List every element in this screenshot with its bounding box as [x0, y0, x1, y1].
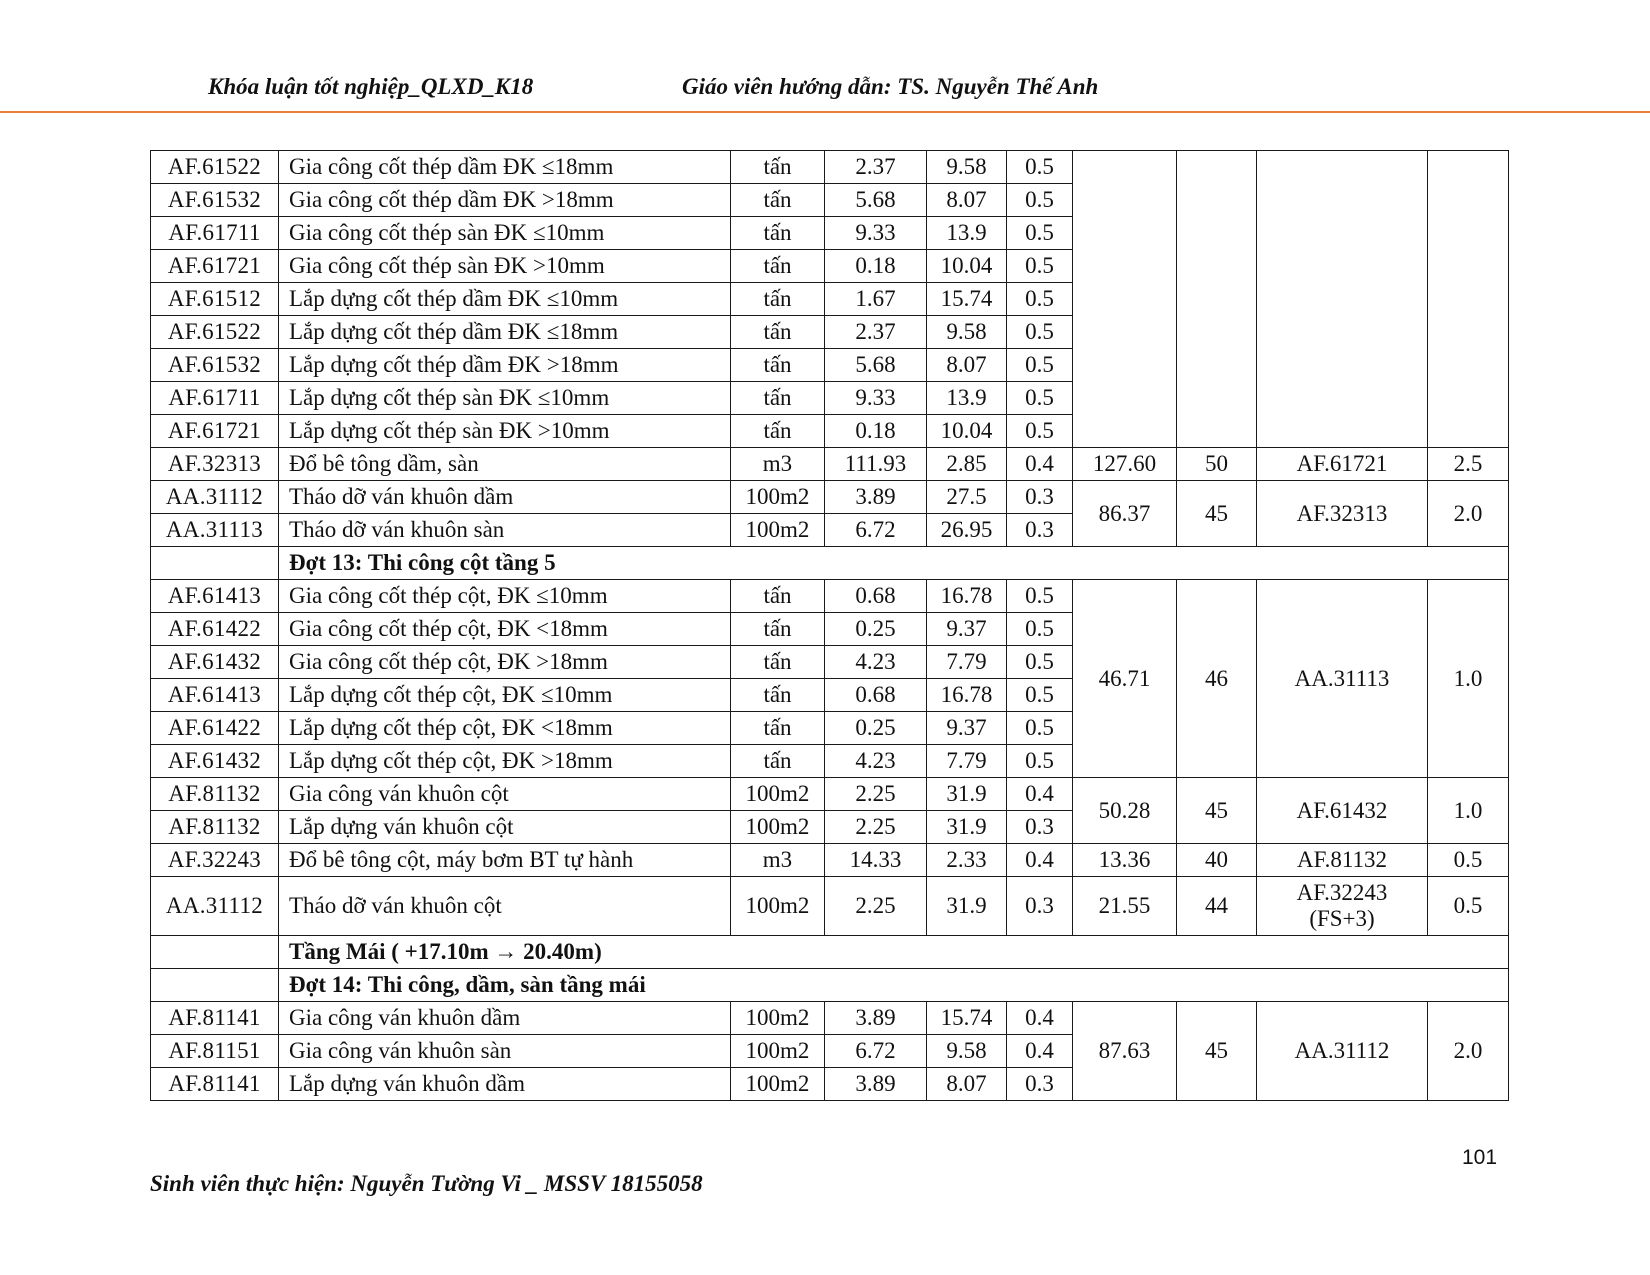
header-divider [0, 111, 1650, 113]
quantity-cell: 0.18 [825, 250, 927, 283]
task-name: Lắp dựng cốt thép dầm ĐK >18mm [279, 349, 731, 382]
norm-code: AF.32243 [151, 844, 279, 877]
quantity-cell: 3.89 [825, 481, 927, 514]
factor-cell: 0.3 [1007, 877, 1073, 936]
norm-code: AF.61532 [151, 184, 279, 217]
factor-cell: 0.4 [1007, 448, 1073, 481]
unit-cell: tấn [731, 283, 825, 316]
norm-cell: 9.58 [927, 316, 1007, 349]
section-row [151, 969, 1509, 1002]
task-name: Tháo dỡ ván khuôn dầm [279, 481, 731, 514]
norm-code: AA.31112 [151, 481, 279, 514]
workdays-cell: 127.60 [1073, 448, 1177, 481]
header-right-advisor: Giáo viên hướng dẫn: TS. Nguyễn Thế Anh [682, 74, 1099, 99]
norm-code: AF.61432 [151, 745, 279, 778]
quantity-cell: 6.72 [825, 514, 927, 547]
task-name: Lắp dựng ván khuôn cột [279, 811, 731, 844]
task-name: Lắp dựng cốt thép cột, ĐK ≤10mm [279, 679, 731, 712]
unit-cell: tấn [731, 646, 825, 679]
predecessor-cell: AF.61432 [1257, 778, 1428, 844]
norm-cell: 31.9 [927, 877, 1007, 936]
unit-cell: 100m2 [731, 514, 825, 547]
factor-cell: 0.5 [1007, 184, 1073, 217]
predecessor-lag: (FS+3) [1309, 906, 1375, 931]
quantity-cell: 111.93 [825, 448, 927, 481]
workers-cell: 46 [1177, 580, 1257, 778]
factor-cell: 0.5 [1007, 382, 1073, 415]
norm-code: AF.61721 [151, 415, 279, 448]
duration-cell: 2.0 [1428, 1002, 1509, 1101]
workdays-cell: 50.28 [1073, 778, 1177, 844]
predecessor-cell: AF.81132 [1257, 844, 1428, 877]
section-code-cell [151, 969, 279, 1002]
factor-cell: 0.5 [1007, 151, 1073, 184]
unit-cell: tấn [731, 679, 825, 712]
norm-cell: 8.07 [927, 1068, 1007, 1101]
workdays-cell: 86.37 [1073, 481, 1177, 547]
workdays-cell: 87.63 [1073, 1002, 1177, 1101]
unit-cell: tấn [731, 316, 825, 349]
predecessor-cell: AF.61721 [1257, 448, 1428, 481]
quantity-cell: 0.68 [825, 580, 927, 613]
table-row [151, 580, 1509, 613]
duration-cell: 2.0 [1428, 481, 1509, 547]
norm-cell: 7.79 [927, 646, 1007, 679]
quantity-cell: 14.33 [825, 844, 927, 877]
factor-cell: 0.3 [1007, 514, 1073, 547]
unit-cell: tấn [731, 382, 825, 415]
unit-cell: 100m2 [731, 778, 825, 811]
norm-cell: 9.37 [927, 613, 1007, 646]
unit-cell: 100m2 [731, 1002, 825, 1035]
task-name: Lắp dựng cốt thép cột, ĐK >18mm [279, 745, 731, 778]
norm-code: AF.81132 [151, 811, 279, 844]
norm-code: AF.32313 [151, 448, 279, 481]
norm-cell: 15.74 [927, 1002, 1007, 1035]
factor-cell: 0.5 [1007, 217, 1073, 250]
task-name: Lắp dựng cốt thép dầm ĐK ≤10mm [279, 283, 731, 316]
norm-cell: 13.9 [927, 217, 1007, 250]
section-code-cell [151, 547, 279, 580]
unit-cell: 100m2 [731, 1035, 825, 1068]
factor-cell: 0.5 [1007, 745, 1073, 778]
norm-cell: 16.78 [927, 580, 1007, 613]
factor-cell: 0.5 [1007, 250, 1073, 283]
quantity-cell: 2.37 [825, 151, 927, 184]
unit-cell: tấn [731, 415, 825, 448]
duration-cell: 2.5 [1428, 448, 1509, 481]
norm-code: AA.31113 [151, 514, 279, 547]
quantity-cell: 2.25 [825, 877, 927, 936]
task-name: Đổ bê tông dầm, sàn [279, 448, 731, 481]
page-number: 101 [1462, 1146, 1498, 1169]
factor-cell: 0.5 [1007, 283, 1073, 316]
header-left-title: Khóa luận tốt nghiệp_QLXD_K18 [208, 74, 534, 99]
norm-cell: 10.04 [927, 250, 1007, 283]
norm-code: AF.81141 [151, 1002, 279, 1035]
factor-cell: 0.5 [1007, 712, 1073, 745]
quantity-cell: 4.23 [825, 745, 927, 778]
predecessor-cell [1257, 877, 1428, 936]
norm-code: AF.61711 [151, 217, 279, 250]
norm-cell: 2.33 [927, 844, 1007, 877]
factor-cell: 0.3 [1007, 481, 1073, 514]
quantity-cell: 9.33 [825, 382, 927, 415]
task-name: Gia công cốt thép cột, ĐK >18mm [279, 646, 731, 679]
quantity-cell: 0.25 [825, 613, 927, 646]
norm-code: AF.61721 [151, 250, 279, 283]
factor-cell: 0.3 [1007, 811, 1073, 844]
factor-cell: 0.5 [1007, 613, 1073, 646]
task-name: Tháo dỡ ván khuôn sàn [279, 514, 731, 547]
task-name: Gia công cốt thép sàn ĐK >10mm [279, 250, 731, 283]
predecessor-cell [1257, 151, 1428, 448]
quantity-cell: 0.68 [825, 679, 927, 712]
norm-cell: 16.78 [927, 679, 1007, 712]
norm-code: AF.61532 [151, 349, 279, 382]
quantity-cell: 2.37 [825, 316, 927, 349]
factor-cell: 0.4 [1007, 1002, 1073, 1035]
duration-cell: 1.0 [1428, 580, 1509, 778]
duration-cell: 0.5 [1428, 844, 1509, 877]
task-name: Lắp dựng cốt thép dầm ĐK ≤18mm [279, 316, 731, 349]
section-code-cell [151, 936, 279, 969]
task-name: Lắp dựng cốt thép cột, ĐK <18mm [279, 712, 731, 745]
task-name: Tháo dỡ ván khuôn cột [279, 877, 731, 936]
unit-cell: 100m2 [731, 877, 825, 936]
quantity-cell: 2.25 [825, 811, 927, 844]
section-title: Tầng Mái ( +17.10m → 20.40m) [279, 936, 1509, 969]
task-name: Đổ bê tông cột, máy bơm BT tự hành [279, 844, 731, 877]
task-name: Gia công cốt thép dầm ĐK ≤18mm [279, 151, 731, 184]
workers-cell: 44 [1177, 877, 1257, 936]
unit-cell: tấn [731, 184, 825, 217]
norm-cell: 8.07 [927, 349, 1007, 382]
table-row [151, 448, 1509, 481]
norm-cell: 10.04 [927, 415, 1007, 448]
predecessor-cell: AA.31113 [1257, 580, 1428, 778]
task-name: Gia công ván khuôn dầm [279, 1002, 731, 1035]
section-title: Đợt 13: Thi công cột tầng 5 [279, 547, 1509, 580]
quantity-cell: 3.89 [825, 1002, 927, 1035]
norm-cell: 15.74 [927, 283, 1007, 316]
quantity-cell: 1.67 [825, 283, 927, 316]
norm-code: AF.61422 [151, 613, 279, 646]
workdays-cell [1073, 151, 1177, 448]
norm-cell: 8.07 [927, 184, 1007, 217]
norm-cell: 26.95 [927, 514, 1007, 547]
norm-cell: 31.9 [927, 778, 1007, 811]
factor-cell: 0.3 [1007, 1068, 1073, 1101]
unit-cell: 100m2 [731, 1068, 825, 1101]
unit-cell: 100m2 [731, 481, 825, 514]
workers-cell [1177, 151, 1257, 448]
quantity-cell: 5.68 [825, 349, 927, 382]
unit-cell: m3 [731, 448, 825, 481]
unit-cell: tấn [731, 250, 825, 283]
predecessor-code: AF.32243 [1296, 880, 1388, 905]
norm-cell: 2.85 [927, 448, 1007, 481]
norm-code: AA.31112 [151, 877, 279, 936]
table-row [151, 844, 1509, 877]
duration-cell [1428, 151, 1509, 448]
task-name: Gia công cốt thép cột, ĐK <18mm [279, 613, 731, 646]
schedule-table [150, 150, 1509, 1101]
workdays-cell: 46.71 [1073, 580, 1177, 778]
workers-cell: 50 [1177, 448, 1257, 481]
unit-cell: tấn [731, 745, 825, 778]
table-row [151, 877, 1509, 936]
table-row [151, 481, 1509, 514]
workdays-cell: 13.36 [1073, 844, 1177, 877]
factor-cell: 0.5 [1007, 415, 1073, 448]
norm-cell: 9.37 [927, 712, 1007, 745]
quantity-cell: 0.18 [825, 415, 927, 448]
table-row [151, 1002, 1509, 1035]
factor-cell: 0.5 [1007, 679, 1073, 712]
factor-cell: 0.4 [1007, 1035, 1073, 1068]
quantity-cell: 3.89 [825, 1068, 927, 1101]
factor-cell: 0.4 [1007, 778, 1073, 811]
norm-code: AF.81151 [151, 1035, 279, 1068]
task-name: Gia công cốt thép dầm ĐK >18mm [279, 184, 731, 217]
workdays-cell: 21.55 [1073, 877, 1177, 936]
section-title: Đợt 14: Thi công, dầm, sàn tầng mái [279, 969, 1509, 1002]
table-row [151, 151, 1509, 184]
footer-student: Sinh viên thực hiện: Nguyễn Tường Vi _ MSSV 18155058 [150, 1171, 703, 1196]
factor-cell: 0.5 [1007, 580, 1073, 613]
norm-code: AF.81132 [151, 778, 279, 811]
quantity-cell: 0.25 [825, 712, 927, 745]
predecessor-cell: AA.31112 [1257, 1002, 1428, 1101]
quantity-cell: 9.33 [825, 217, 927, 250]
predecessor-cell: AF.32313 [1257, 481, 1428, 547]
norm-code: AF.61413 [151, 679, 279, 712]
section-row [151, 936, 1509, 969]
workers-cell: 45 [1177, 778, 1257, 844]
norm-cell: 7.79 [927, 745, 1007, 778]
task-name: Gia công ván khuôn cột [279, 778, 731, 811]
norm-code: AF.61432 [151, 646, 279, 679]
quantity-cell: 6.72 [825, 1035, 927, 1068]
norm-code: AF.61422 [151, 712, 279, 745]
quantity-cell: 2.25 [825, 778, 927, 811]
norm-code: AF.61711 [151, 382, 279, 415]
factor-cell: 0.5 [1007, 349, 1073, 382]
factor-cell: 0.5 [1007, 646, 1073, 679]
norm-cell: 31.9 [927, 811, 1007, 844]
unit-cell: tấn [731, 349, 825, 382]
schedule-table-body [151, 151, 1509, 1101]
table-row [151, 778, 1509, 811]
duration-cell: 0.5 [1428, 877, 1509, 936]
task-name: Gia công cốt thép sàn ĐK ≤10mm [279, 217, 731, 250]
quantity-cell: 5.68 [825, 184, 927, 217]
workers-cell: 45 [1177, 1002, 1257, 1101]
unit-cell: tấn [731, 712, 825, 745]
task-name: Lắp dựng cốt thép sàn ĐK ≤10mm [279, 382, 731, 415]
unit-cell: tấn [731, 580, 825, 613]
unit-cell: tấn [731, 217, 825, 250]
norm-cell: 9.58 [927, 1035, 1007, 1068]
unit-cell: tấn [731, 151, 825, 184]
unit-cell: m3 [731, 844, 825, 877]
norm-cell: 9.58 [927, 151, 1007, 184]
task-name: Gia công cốt thép cột, ĐK ≤10mm [279, 580, 731, 613]
task-name: Lắp dựng ván khuôn dầm [279, 1068, 731, 1101]
norm-code: AF.61522 [151, 151, 279, 184]
duration-cell: 1.0 [1428, 778, 1509, 844]
workers-cell: 40 [1177, 844, 1257, 877]
norm-code: AF.81141 [151, 1068, 279, 1101]
section-row [151, 547, 1509, 580]
task-name: Gia công ván khuôn sàn [279, 1035, 731, 1068]
norm-code: AF.61512 [151, 283, 279, 316]
factor-cell: 0.5 [1007, 316, 1073, 349]
unit-cell: tấn [731, 613, 825, 646]
norm-cell: 27.5 [927, 481, 1007, 514]
norm-code: AF.61413 [151, 580, 279, 613]
task-name: Lắp dựng cốt thép sàn ĐK >10mm [279, 415, 731, 448]
factor-cell: 0.4 [1007, 844, 1073, 877]
norm-cell: 13.9 [927, 382, 1007, 415]
unit-cell: 100m2 [731, 811, 825, 844]
norm-code: AF.61522 [151, 316, 279, 349]
workers-cell: 45 [1177, 481, 1257, 547]
quantity-cell: 4.23 [825, 646, 927, 679]
